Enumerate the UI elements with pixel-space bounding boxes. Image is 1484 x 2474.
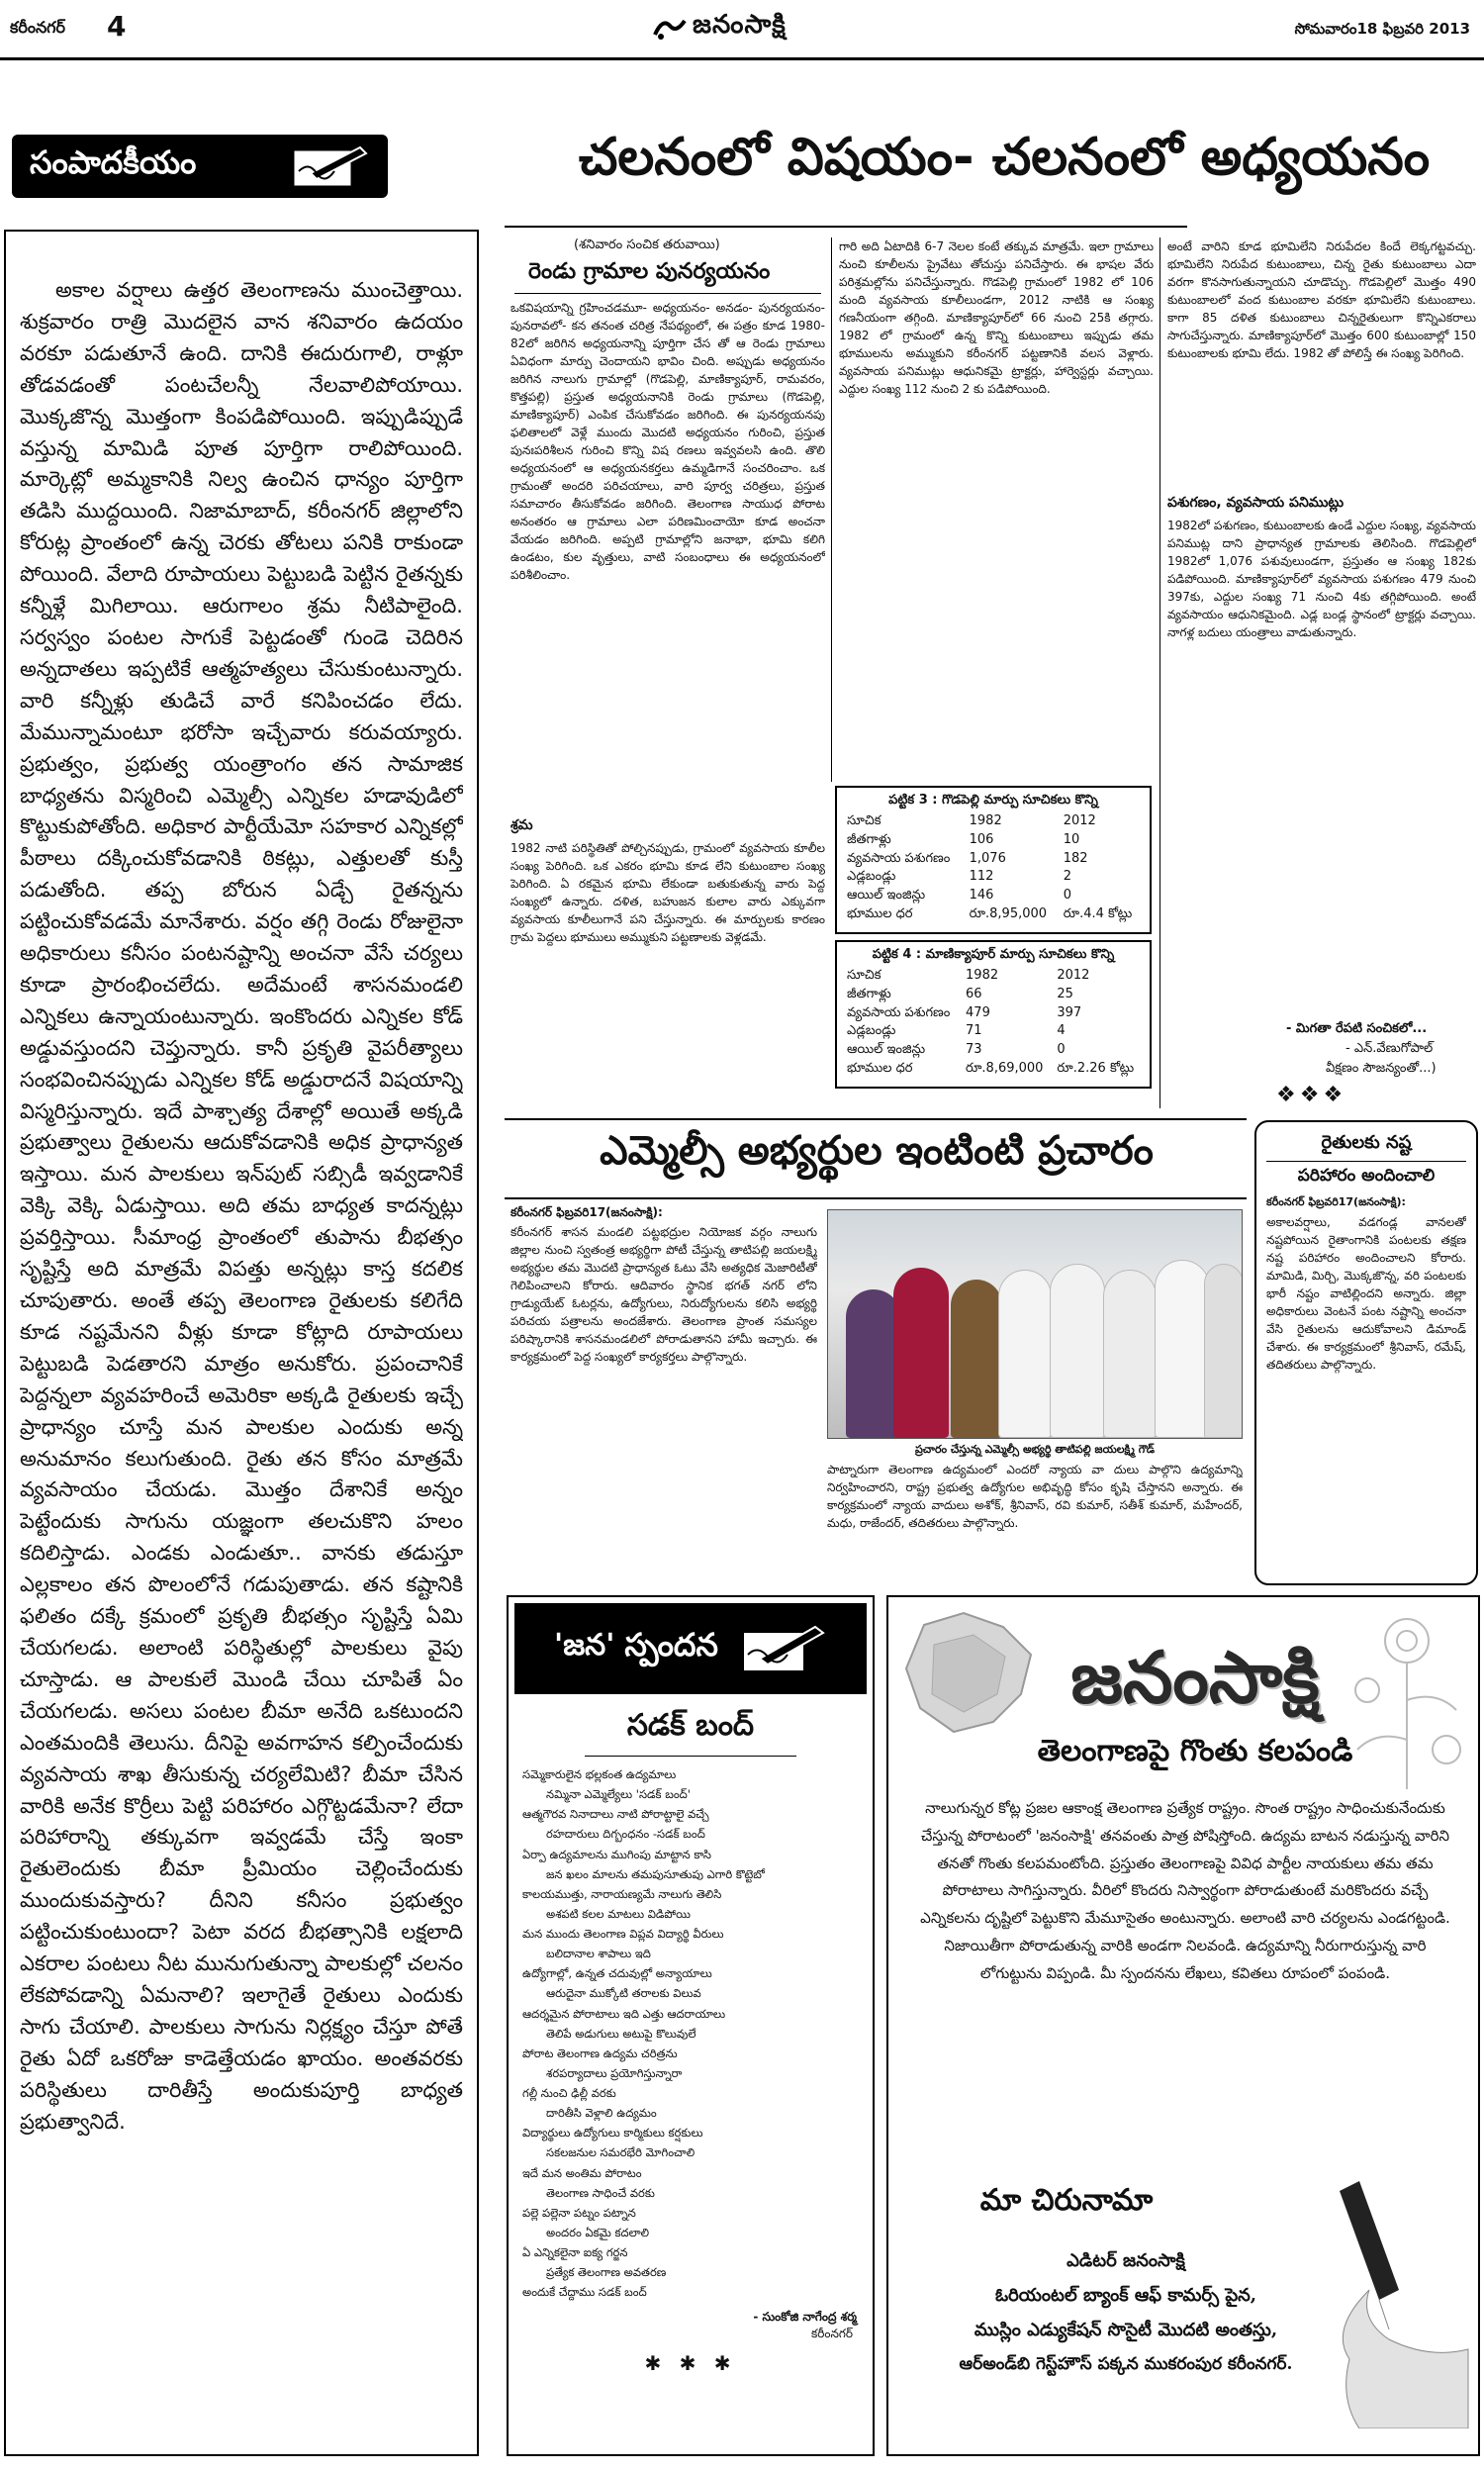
poem-line: పోరాట తెలంగాణ ఉద్యమ చరిత్రను bbox=[522, 2046, 678, 2060]
poem-line: పల్లె పల్లెనా పట్నం పట్నాన bbox=[522, 2205, 636, 2220]
mlc-rule-bottom bbox=[505, 1197, 1247, 1199]
col-divider-2 bbox=[1159, 238, 1160, 1108]
table-3-title: పట్టిక 3 : గొడపెల్లి మార్పు సూచికలు కొన్ని bbox=[888, 793, 1098, 808]
table-cell: ఎడ్లబండ్లు bbox=[847, 869, 896, 885]
table-cell: రూ.4.4 కోట్లు bbox=[1063, 906, 1133, 922]
table-cell: 146 bbox=[969, 888, 994, 904]
poem-title: సడక్ బంద్ bbox=[626, 1708, 755, 1743]
table-cell: ఆయిల్ ఇంజిన్లు bbox=[847, 1042, 926, 1058]
feature-sign-2: - ఎన్‌.వేణుగోపాల్‌ bbox=[1345, 1041, 1434, 1056]
masthead-rule bbox=[0, 57, 1484, 60]
ad-body: నాలుగున్నర కోట్ల ప్రజల ఆకాంక్ష తెలంగాణ ప్రత్యేక రాష్ట్రం. సొంత రాష్ట్రం సాధించుకునేందుకు చేస్తున్న పోరాటంలో 'జనంసాక్షి' తనవంతు పాత్ర పోషిస్తోంది. ఉద్యమ బాటన నడుస్తున్న వారిని తనతో గొంతు కలపమంటోంది. ప్రస్తుతం తెలంగాణపై వివిధ పార్టీల నాయకులు తమ తమ పోరాటాలు సాగిస్తున్నారు. వీరిలో కొందరు నిస్వార్థంగా పోరాడుతుంటే మరికొందరు వచ్చే ఎన్నికలను దృష్టిలో పెట్టుకొని మేమూసైతం అంటున్నారు. అలాంటి వారి చర్యలను ఎండగట్టండి. నిజాయితీగా పోరాడుతున్న వారికి అండగా నిలవండి. ఉద్యమాన్ని నీరుగారుస్తున్న వారి లోగుట్టును విప్పండి. మీ స్పందనను లేఖలు, కవితలు రూపంలో పంపండి. bbox=[920, 1799, 1450, 1982]
ad-brand: జనంసాక్షి bbox=[1070, 1635, 1320, 1719]
table-row bbox=[843, 1004, 1144, 1023]
poem-lines bbox=[514, 1764, 867, 2302]
mlc-rule-top bbox=[505, 1118, 1247, 1120]
farmers-box-rule bbox=[1266, 1161, 1466, 1162]
feature-column-3b: 1982లో పశుగణం, కుటుంబాలకు ఉండే ఎద్దుల సంఖ్య, వ్యవసాయ పనిముట్ల దాని ప్రాధాన్యత గ్రామాలకు తెలిసింది. గొడపెల్లిలో 1982లో 1,076 పశువులుండగా, ప్రస్తుతం ఆ సంఖ్య 182కు పడిపోయింది. మాణిక్యాపూర్‌లో వ్యవసాయ పశుగణం 479 నుంచి 397కు, ఎద్దుల సంఖ్య 71 నుంచి 4కు తగ్గిపోయింది. అంటే వ్యవసాయం ఆధునికమైంది. ఎడ్ల బండ్ల స్థానంలో ట్రాక్టర్లు వచ్చాయి. నాగళ్ల బదులు యంత్రాలు వాడుతున్నారు. bbox=[1167, 519, 1476, 639]
poem-line: అశపటి కలల మాటలు విడిపోయి bbox=[546, 1906, 691, 1921]
poem-line: అందరం ఏకమై కదలాలి bbox=[546, 2225, 650, 2239]
feature-column-1-end: శ్రమ bbox=[510, 817, 533, 833]
table-cell: భూముల ధర bbox=[847, 1061, 913, 1077]
table-row bbox=[843, 1041, 1144, 1060]
poem-line: ఏ ఎన్నికలైనా ఐక్య గర్జన bbox=[522, 2245, 628, 2259]
table-cell: 4 bbox=[1057, 1023, 1066, 1039]
poem-line: తెలిపే అడుగులు అటుపై కొలువులే bbox=[546, 2026, 696, 2041]
poem-line: అందుకే చేద్దాము సడక్‌ బంద్‌ bbox=[522, 2285, 647, 2300]
feature-sign-3: వీక్షణం సౌజన్యంతో...) bbox=[1326, 1061, 1437, 1076]
table-row bbox=[843, 868, 1144, 887]
mlc-right-text: పాట్నారుగా తెలంగాణ ఉద్యమంలో ఎందరో న్యాయ వా దులు పాల్గొని ఉద్యమాన్ని నిర్వహించారని, రాష్ట్ర ప్రభుత్వ ఉద్యోగుల అభివృద్ధి కోసం కృషి చేస్తానని అన్నారు. ఈ కార్యక్రమంలో న్యాయ వాదులు అశోక్‌, శ్రీనివాస్‌, రవి కుమార్‌, సతీశ్‌ కుమార్‌, మహేందర్‌, మధు, రాజేందర్‌, తదితరులు పాల్గొన్నారు. bbox=[827, 1463, 1243, 1530]
table-cell: వ్యవసాయ పశుగణం bbox=[847, 1004, 951, 1020]
poem-line: విద్యార్థులు ఉద్యోగులు కార్మికులు కర్షకులు bbox=[522, 2126, 703, 2141]
feature-column-1: ఒకవిషయాన్ని గ్రహించడమూ- అధ్యయనం- అనడం- పునర్యయనం- పునరావలో- కన తనంత చరిత్ర నేపథ్యంలో, ఈ పత్రం కూడ 1980-82లో జరిగిన అధ్యయనాన్ని పూర్తిగా చేస తో ఆ రెండు గ్రామాలు ఏవిధంగా మార్పు చెందాయని భావిం చింది. అప్పుడు అధ్యయనం జరిగిన నాలుగు గ్రామాల్లో (గొడపెల్లి, మాణిక్యాపూర్‌, రామవరం, కొత్తపల్లి) ప్రస్తుత అధ్యయనానికి రెండు గ్రామాలు (గొడపెల్లి, మాణిక్యాపూర్‌) ఎంపిక చేసుకోవడం జరిగింది. ఈ పునర్యయనపు ఫలితాలలో వెళ్లే ముందు మొదటి అధ్యయనం గురించి, ప్రస్తుత పునఃపరిశీలన గురించి కొన్ని విష రణలు ఇవ్వవలసి ఉంది. తొలి అధ్యయనంలో ఆ అధ్యయనకర్తలు ఉమ్మడిగానే సంచరించాం. ఒక గ్రామంతో అందరి పరిచయాలు, వారి పూర్వ చరిత్రలు, ప్రస్తుత సమాచారం తీసుకోవడం జరిగింది. తెలంగాణ సాయుధ పోరాట అనంతరం ఆ గ్రామాలు ఎలా పరిణమించాయో కూడ అంచనా వేయడం జరిగింది. అప్పటి గ్రామాల్లోని జనాభా, భూమి కలిగి ఉండటం, కుల వృత్తులు, వాటి సంబంధాలు ఈ అధ్యయనంలో పరిశీలించాం. bbox=[510, 301, 825, 582]
editorial-body: అకాల వర్షాలు ఉత్తర తెలంగాణను ముంచెత్తాయి. శుక్రవారం రాత్రి మొదలైన వాన శనివారం ఉదయం వరకూ పడుతూనే ఉంది. దానికి ఈదురుగాలి, రాళ్లూ తోడవడంతో పంటచేలన్నీ నేలవాలిపోయాయి. మొక్కజొన్న మొత్తంగా కింపడిపోయింది. ఇప్పుడిప్పుడే వస్తున్న మామిడి పూత పూర్తిగా రాలిపోయింది. మార్కెట్లో అమ్మకానికి నిల్వ ఉంచిన ధాన్యం పూర్తిగా తడిసి ముద్దయింది. నిజామాబాద్‌, కరీంనగర్‌ జిల్లాలోని కోరుట్ల ప్రాంతంలో ఉన్న చెరకు తోటలు పనికి రాకుండా పోయింది. వేలాది రూపాయలు పెట్టుబడి పెట్టిన రైతన్నకు కన్నీళ్లే మిగిలాయి. ఆరుగాలం శ్రమ నీటిపాలైంది. సర్వస్వం పంటల సాగుకే పెట్టడంతో గుండె చెదిరిన అన్నదాతలు ఇప్పటికే ఆత్మహత్యలు చేసుకుంటున్నారు. వారి కన్నీళ్లు తుడిచే వారే కనిపించడం లేదు. మేమున్నామంటూ భరోసా ఇచ్చేవారు కరువయ్యారు. ప్రభుత్వం, ప్రభుత్వ యంత్రాంగం తన సామాజిక బాధ్యతను విస్మరించి ఎమ్మెల్సీ ఎన్నికల హడావుడిలో కొట్టుకుపోతోంది. అధికార పార్టీయేమో సహకార ఎన్నికల్లో పీఠాలు దక్కించుకోవడానికి ఠికట్లు, ఎత్తులతో కుస్తీ పడుతోంది. తప్ప బోరున ఏడ్చే రైతన్నను పట్టించుకోవడమే మానేశారు. వర్షం తగ్గి రెండు రోజులైనా అధికారులు కనీసం పంటనష్టాన్ని అంచనా వేసే చర్యలు కూడా ప్రారంభించలేదు. అదేమంటే శాసనమండలి ఎన్నికలు ఉన్నాయంటున్నారు. ఇంకొందరు ఎన్నికల కోడ్‌ అడ్డువస్తుందని చెప్తున్నారు. కానీ ప్రకృతి వైపరీత్యాలు సంభవించినప్పుడు ఎన్నికల కోడ్‌ అడ్డురాదనే విషయాన్ని విస్మరిస్తున్నారు. ఇదే పాశ్చాత్య దేశాల్లో అయితే అక్కడి ప్రభుత్వాలు రైతులను ఆదుకోవడానికి అధిక ప్రాధాన్యత ఇస్తాయి. మన పాలకులు ఇన్‌పుట్‌ సబ్సిడీ ఇవ్వడానికే వెక్కి వెక్కి ఏడుస్తాయి. అది తమ బాధ్యత కాదన్నట్లు ప్రవర్తిస్తాయి. సీమాంధ్ర ప్రాంతంలో తుపాను బీభత్సం సృష్టిస్తే అది మాత్రమే విపత్తు అన్నట్లు కాస్త కదలిక చూపుతారు. అంతే తప్ప తెలంగాణ రైతులకు కలిగేది కూడ నష్టమేనని వీళ్లు కూడా కోట్లాది రూపాయలు పెట్టుబడి పెడతారని మాత్రం అనుకోరు. ప్రపంచానికే పెద్దన్నలా వ్యవహరించే అమెరికా అక్కడి రైతులకు ఇచ్చే ప్రాధాన్యం చూస్తే మన పాలకుల ఎందుకు అన్న అనుమానం కలుగుతుంది. రైతు తన కోసం మాత్రమే వ్యవసాయం చేయడు. మొత్తం దేశానికే అన్నం పెట్టేందుకు సాగును యజ్ఞంగా తలచుకొని హలం కదిలిస్తాడు. ఎండకు ఎండుతూ.. వానకు తడుస్తూ ఎల్లకాలం తన పొలంలోనే గడుపుతాడు. తన కష్టానికి ఫలితం దక్కే క్రమంలో ప్రకృతి బీభత్సం సృష్టిస్తే ఏమి చేయగలడు. అలాంటి పరిస్థితుల్లో పాలకులు వైపు చూస్తాడు. ఆ పాలకులే మొండి చేయి చూపితే ఏం చేయగలడు. అసలు పంటల బీమా అనేది ఒకటుందని ఎంతమందికి తెలుసు. దీనిపై అవగాహన కల్పించేందుకు వ్యవసాయ శాఖ తీసుకున్న చర్యలేమిటి? బీమా చేసిన వారికి అనేక కొర్రీలు పెట్టి పరిహారం ఎగ్గొట్టడమేనా? లేదా పరిహారాన్ని తక్కువగా ఇవ్వడమే చేస్తే ఇంకా రైతులెందుకు బీమా ప్రీమియం చెల్లించేందుకు ముందుకువస్తారు? దీనిని కనీసం ప్రభుత్వం పట్టించుకుంటుందా? పెటా వరద బీభత్సానికి లక్షలాది ఎకరాల పంటలు నీట మునుగుతున్నా పాలకుల్లో చలనం లేకపోవడాన్ని ఏమనాలి? ఇలాగైతే రైతులు ఎందుకు సాగు చేయాలి. పాలకులు సాగును నిర్లక్ష్యం చేస్తూ పోతే రైతు ఏదో ఒకరోజు కాడెత్తేయడం ఖాయం. అంతవరకు పరిస్థితులు దారితీస్తే అందుకుపూర్తి బాధ్యత ప్రభుత్వానిదే. bbox=[20, 278, 463, 2134]
table-4-header-cell: 2012 bbox=[1057, 967, 1090, 983]
feature-kicker: (శనివారం సంచిక తరువాయి) bbox=[574, 238, 720, 252]
table-cell: రూ.2.26 కోట్లు bbox=[1057, 1061, 1135, 1077]
poem-banner-spandana: స్పందన bbox=[624, 1626, 718, 1664]
photo-person bbox=[1204, 1264, 1243, 1438]
table-3-header-cell: 2012 bbox=[1063, 812, 1096, 828]
janamsakshi-ad bbox=[886, 1595, 1480, 2456]
masthead-paper-name: జనంసాక్షి bbox=[693, 10, 787, 40]
farmers-box-title-2: పరిహారం అందించాలి bbox=[1297, 1166, 1436, 1186]
masthead-place: కరీంనగర్ bbox=[10, 18, 66, 37]
diamond-ornament: ❖❖❖ bbox=[1276, 1083, 1347, 1107]
logo-mark-icon bbox=[653, 13, 687, 43]
poem-line: జన ఖలం మాలను తమపుసూతుపు ఎగారి కొట్టెబో bbox=[546, 1866, 765, 1881]
table-cell: 73 bbox=[966, 1042, 982, 1058]
table-row bbox=[843, 887, 1144, 905]
table-row bbox=[843, 1022, 1144, 1041]
table-cell: 1,076 bbox=[969, 850, 1006, 866]
table-row bbox=[843, 986, 1144, 1004]
feature-column-1b: 1982 నాటి పరిస్థితితో పోల్చినప్పుడు, గ్రామంలో వ్యవసాయ కూలీల సంఖ్య పెరిగింది. ఒక ఎకరం భూమి కూడ లేని కుటుంబాల సంఖ్య పెరిగింది. ఏ రకమైన భూమి లేకుండా బతుకుతున్న వారు పెద్ద సంఖ్యలో ఉన్నారు. దళిత, బహుజన కులాల వారు ఎక్కువగా వ్యవసాయ కూలీలుగానే పని చేస్తున్నారు. ఈ మార్పులకు కారణం గ్రామ పెద్దలు భూములు అమ్ముకుని పట్టణాలకు వెళ్లడమే. bbox=[510, 841, 825, 944]
masthead-logo bbox=[653, 8, 851, 48]
ad-address-title: మా చిరునామా bbox=[979, 2183, 1154, 2218]
farmers-box-text: అకాలవర్షాలు, వడగండ్ల వానలతో నష్టపోయిన రైతాంగానికి పంటలకు తక్షణ నష్ట పరిహారం అందించాలని కోరారు. మామిడి, మిర్చి, మొక్కజొన్న, వరి పంటలకు భారీ నష్టం వాటిల్లిందని అన్నారు. జిల్లా అధికారులు వెంటనే పంట నష్టాన్ని అంచనా వేసి రైతులను ఆదుకోవాలని డిమాండ్‌ చేశారు. ఈ కార్యక్రమంలో శ్రీనివాస్‌, రమేష్‌, తదితరులు పాల్గొన్నారు. bbox=[1266, 1215, 1466, 1372]
ad-address-line: ఎడిటర్‌ జనంసాక్షి bbox=[1067, 2250, 1185, 2271]
table-4-header-cell: 1982 bbox=[966, 967, 999, 983]
table-cell: 182 bbox=[1063, 850, 1088, 866]
page-number: 4 bbox=[107, 10, 127, 43]
poem-line: సకలజనుల సమరభేరి మోగించాలి bbox=[546, 2145, 696, 2160]
table-cell: 112 bbox=[969, 869, 994, 885]
poem-line: ఉద్యోగాల్లో, ఉన్నత చదువుల్లో అన్యాయాలు bbox=[522, 1966, 712, 1981]
poem-line: దారితీసి వెళ్లాలి ఉద్యమం bbox=[546, 2106, 657, 2121]
photo-caption: ప్రచారం చేస్తున్న ఎమ్మెల్సీ అభ్యర్థి తాటిపల్లి జయలక్ష్మి గౌడ్‌ bbox=[914, 1443, 1155, 1456]
feature-headline: చలనంలో విషయం- చలనంలో అధ్యయనం bbox=[578, 128, 1431, 187]
feature-subsection-title: పశుగణం, వ్యవసాయ పనిముట్లు bbox=[1167, 495, 1345, 511]
table-cell: వ్యవసాయ పశుగణం bbox=[847, 850, 951, 866]
table-cell: జీతగాళ్లు bbox=[847, 986, 891, 1001]
photo-person bbox=[951, 1280, 1002, 1438]
table-cell: 2 bbox=[1063, 869, 1071, 885]
feature-subhead-rule bbox=[514, 293, 821, 294]
table-row bbox=[843, 831, 1144, 850]
poem-box bbox=[507, 1595, 875, 2456]
table-cell: 25 bbox=[1057, 986, 1073, 1001]
feature-sign-1: - మిగతా రేపటి సంచికలో... bbox=[1286, 1021, 1428, 1036]
table-cell: 397 bbox=[1057, 1004, 1082, 1020]
table-3-header-cell: 1982 bbox=[969, 812, 1002, 828]
table-3 bbox=[835, 786, 1152, 934]
mlc-left-text-cont bbox=[510, 1461, 817, 1560]
table-4-header bbox=[843, 967, 1144, 986]
photo-person bbox=[1155, 1260, 1210, 1438]
table-3-header bbox=[843, 812, 1144, 831]
masthead bbox=[0, 0, 1484, 59]
table-cell: 66 bbox=[966, 986, 982, 1001]
star-ornament: ✱ ✱ ✱ bbox=[644, 2351, 737, 2376]
ad-address bbox=[908, 2250, 1344, 2378]
poem-line: ఏర్పా ఉద్యమాలను ముగింపు మాట్టాన కాసి bbox=[522, 1847, 712, 1861]
farmers-box-title-1: రైతులకు నష్ట bbox=[1321, 1132, 1412, 1153]
table-cell: భూముల ధర bbox=[847, 906, 913, 922]
poem-banner bbox=[514, 1603, 867, 1694]
feature-subhead: రెండు గ్రామాల పునర్యయనం bbox=[528, 259, 771, 284]
poem-line: గల్లీ నుంచి ఢిల్లీ వరకు bbox=[522, 2086, 616, 2100]
poem-author-place: కరీంనగర్‌ bbox=[810, 2327, 853, 2341]
editorial-title: సంపాదకీయం bbox=[30, 143, 197, 181]
masthead-date: సోమవారం18 ఫిబ్రవరి 2013 bbox=[1294, 20, 1470, 38]
poem-line: కాలయముత్తు, నారాయణ్యమే నాలుగు తెలిసి bbox=[522, 1886, 722, 1901]
photo-person bbox=[893, 1268, 949, 1438]
poem-line: ఇదే మన అంతిమ పోరాటం bbox=[522, 2165, 642, 2180]
ad-address-line: ఓరియంటల్‌ బ్యాంక్‌ ఆఫ్‌ కామర్స్‌ పైన, bbox=[994, 2285, 1257, 2306]
feature-rule-top bbox=[505, 226, 1187, 228]
poem-banner-jana: 'జన' bbox=[554, 1628, 615, 1663]
pen-writing-icon bbox=[738, 1619, 827, 1678]
table-row bbox=[843, 1060, 1144, 1079]
table-cell: జీతగాళ్లు bbox=[847, 831, 891, 847]
table-cell: ఎడ్లబండ్లు bbox=[847, 1023, 896, 1039]
mlc-headline: ఎమ్మెల్సీ అభ్యర్థుల ఇంటింటి ప్రచారం bbox=[600, 1128, 1154, 1174]
table-4-grid bbox=[843, 967, 1144, 1079]
table-3-grid bbox=[843, 812, 1144, 924]
pen-writing-icon bbox=[291, 143, 370, 189]
campaign-photo bbox=[827, 1209, 1243, 1439]
photo-person bbox=[1050, 1264, 1105, 1438]
table-cell: 0 bbox=[1057, 1042, 1066, 1058]
mlc-dateline: కరీంనగర్‌ ఫిబ్రవరి17(జనంసాక్షి): bbox=[510, 1205, 663, 1219]
farmers-box bbox=[1254, 1120, 1478, 1585]
table-cell: 479 bbox=[966, 1004, 990, 1020]
poem-line: మన ముందు తెలంగాణ విప్లవ విద్యార్థి వీరులు bbox=[522, 1927, 724, 1941]
poem-line: ఆరుదైనా ముక్కోటి తరాలకు విలువ bbox=[546, 1986, 701, 2001]
table-cell: ఆయిల్ ఇంజిన్లు bbox=[847, 888, 926, 904]
poem-line: సమ్మెకారులైన భల్లకంత ఉద్యమాలు bbox=[522, 1767, 677, 1781]
table-cell: రూ.8,95,000 bbox=[969, 906, 1048, 922]
table-cell: 0 bbox=[1063, 888, 1071, 904]
poem-title-rule bbox=[585, 1756, 796, 1757]
col-divider-1 bbox=[831, 238, 832, 782]
table-cell: 10 bbox=[1063, 831, 1080, 847]
photo-person bbox=[998, 1270, 1052, 1438]
poem-line: శరపర్యాదాలు ప్రయోగిస్తున్నారా bbox=[546, 2065, 683, 2080]
table-cell: రూ.8,69,000 bbox=[966, 1061, 1044, 1077]
table-row bbox=[843, 850, 1144, 869]
poem-line: రహదారులు దిగ్బంధనం -సడక్‌ బంద్‌ bbox=[546, 1827, 705, 1842]
poem-line: ఆత్మగౌరవ నినాదాలు నాటి పోరాట్టాలై వచ్చే bbox=[522, 1807, 709, 1822]
ad-address-line: ఆర్‌అండ్‌బి గెస్ట్‌హౌస్‌ పక్కన ముకరంపుర కరీంనగర్‌. bbox=[959, 2354, 1293, 2374]
poem-line: ప్రత్యేక తెలంగాణ అవతరణ bbox=[546, 2265, 667, 2280]
poem-line: తెలంగాణ సాధించే వరకు bbox=[546, 2185, 655, 2200]
farmers-box-dateline: కరీంనగర్‌ ఫిబ్రవరి17(జనంసాక్షి): bbox=[1266, 1195, 1406, 1208]
table-row bbox=[843, 905, 1144, 924]
feature-column-3: అంటే వారిని కూడ భూమిలేని నిరుపేదల కిందే లెక్కగట్టవచ్చు. భూమిలేని నిరుపేద కుటుంబాలు, చిన్న రైతు కుటుంబాలు ఎదా వరగా కొనసాగుతున్నాయని చూడొచ్చు. గొడపెల్లిలో మొత్తం 490 కుటుంబాలలో వంద కుటుంబాల వరకూ భూమిలేని కుటుంబాలు. కాగా 85 దళిత కుటుంబాలు చిన్నరైతులుగా కొన్నిఎకరాలు సాగుచేస్తున్నారు. మాణిక్యాపూర్‌లో మొత్తం 600 కుటుంబాల్లో 150 కుటుంబాలకు భూమి లేదు. 1982 తో పోలిస్తే ఈ సంఖ్య పెరిగింది. bbox=[1167, 239, 1476, 360]
editorial-title-box bbox=[12, 135, 388, 198]
table-4-header-cell: సూచిక bbox=[847, 967, 881, 983]
ad-address-line: ముస్లిం ఎడ్యుకేషన్‌ సొసైటీ మొదటి అంతస్తు, bbox=[974, 2320, 1278, 2340]
mlc-left-text: కరీంనగర్‌ శాసన మండలి పట్టభద్రుల నియోజక వర్గం నాలుగు జిల్లాల నుంచి స్వతంత్ర అభ్యర్థిగా పోటీ చేస్తున్న తాటిపల్లి జయలక్ష్మి అభ్యర్థుల తమ మొదటి ప్రాధాన్యత ఓటు వేసి అత్యధిక మెజారిటీతో గెలిపించాలని కోరారు. ఆదివారం స్థానిక భగత్‌ నగర్‌ లోని గ్రాడ్యుయేట్‌ ఓటర్లను, ఉద్యోగులు, నిరుద్యోగులను కలిసి అభ్యర్థి పరిచయ పత్రాలను అందజేశారు. తెలంగాణ ప్రాంత సమస్యల పరిష్కారానికి శాసనమండలిలో పోరాడుతానని హామీ ఇచ్చారు. ఈ కార్యక్రమంలో పెద్ద సంఖ్యలో కార్యకర్తలు పాల్గొన్నారు. bbox=[510, 1225, 817, 1364]
table-cell: 106 bbox=[969, 831, 994, 847]
poem-line: ఆదర్శమైన పోరాటాలు ఇది ఎత్తు ఆదరాయాలు bbox=[522, 2006, 726, 2021]
table-4 bbox=[835, 940, 1152, 1089]
poem-line: నమ్మినా ఎమ్మెల్యేలు 'సడక్‌ బంద్‌' bbox=[546, 1787, 691, 1802]
photo-person bbox=[1103, 1270, 1157, 1438]
ad-tagline: తెలంగాణపై గొంతు కలపండి bbox=[1037, 1734, 1353, 1768]
feature-column-2: గారి అది ఏటాదికి 6-7 నెలల కంటే తక్కువ మాత్రమే. ఇలా గ్రామాలు నుంచి కూలీలను ప్రైవేటు తోచుస్తు పనిచేస్తారు. ఈ భాషల వేరు పరిశ్రమల్లోను పనిచేస్తున్నారు. గొడపెల్లి గ్రామంలో 1982 లో 106 మంది వ్యవసాయ కూలీలుండగా, 2012 నాటికి ఆ సంఖ్య గణనీయంగా తగ్గింది. మాణిక్యాపూర్‌లో 66 నుంచి 25కి తగ్గారు. 1982 లో గ్రామంలో ఉన్న కొన్ని కుటుంబాలు ఇప్పుడు తమ భూములను అమ్ముకుని కరీంనగర్‌ పట్టణానికి వలస వెళ్లారు. వ్యవసాయ పనిముట్లు ఆధునికమై ట్రాక్టర్లు, హార్వెస్టర్లు వచ్చాయి. ఎద్దుల సంఖ్య 112 నుంచి 2 కు పడిపోయింది. bbox=[839, 239, 1154, 396]
table-cell: 71 bbox=[966, 1023, 982, 1039]
poem-author: - సుంకోజి నాగేంద్ర శర్మ bbox=[753, 2310, 857, 2325]
table-3-header-cell: సూచిక bbox=[847, 812, 881, 828]
table-4-title: పట్టిక 4 : మాణిక్యాపూర్‌ మార్పు సూచికలు కొన్ని bbox=[872, 947, 1115, 962]
poem-line: బలిదానాల శాపాలు ఇది bbox=[546, 1947, 651, 1961]
